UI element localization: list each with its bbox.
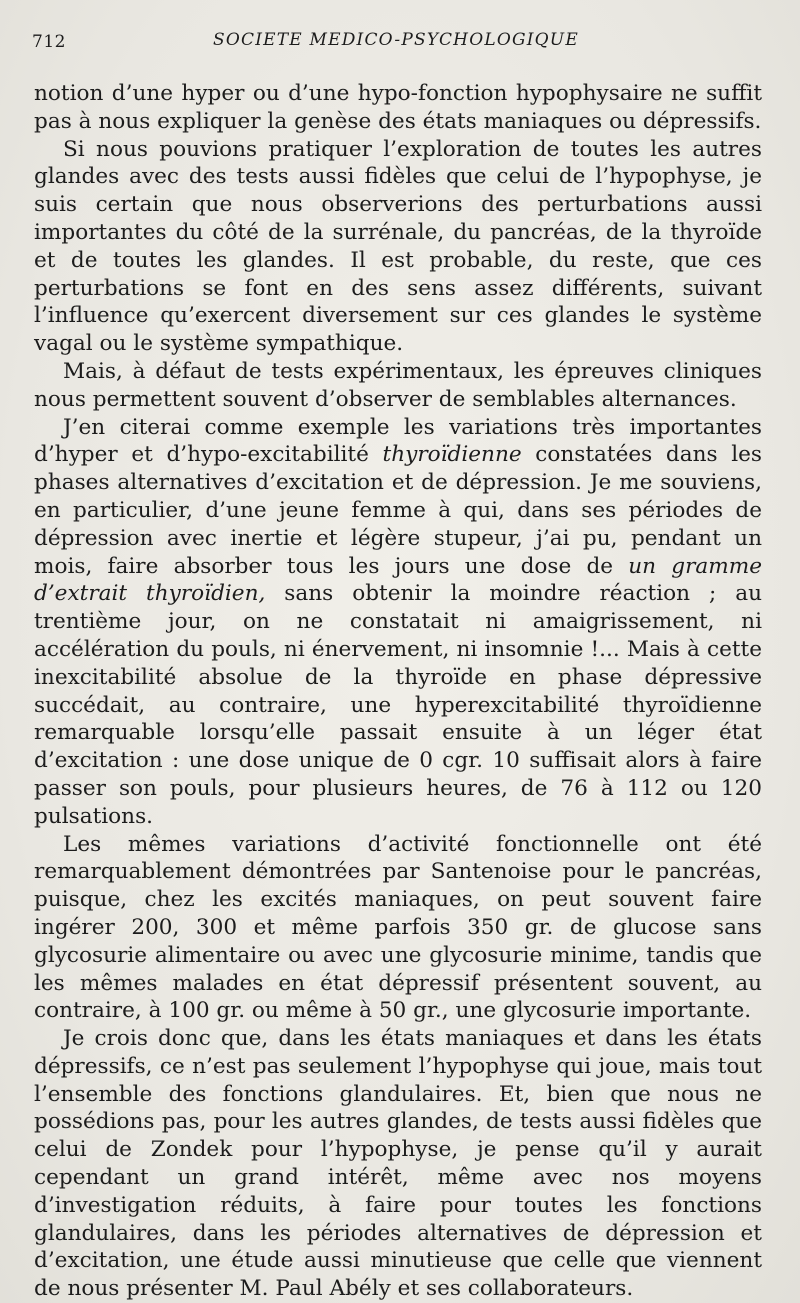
text-run: Si nous pouvions pratiquer l’exploration de toutes les autres glandes avec des tests aussi fidèles que celui de l’hypophyse, je suis certain que nous observerions des perturbations aussi importantes du côté de la surrénale, du pancréas, de la thyroïde et de toutes les glandes. Il est probable, du reste, que ces perturbations se font en des sens assez différents, suivant l’influence qu’exercent diversement sur ces glandes le système vagal ou le système sympathique. [34, 136, 762, 357]
paragraph [34, 1025, 762, 1303]
text-run: Mais, à défaut de tests expérimentaux, les épreuves cliniques nous permettent souvent d’observer de semblables alternances. [34, 358, 762, 412]
text-run: Je crois donc que, dans les états maniaques et dans les états dépressifs, ce n’est pas seulement l’hypophyse qui joue, mais tout l’ensemble des fonctions glandulaires. Et, bien que nous ne possédions pas, pour les autres glandes, de tests aussi fidèles que celui de Zondek pour l’hypophyse, je pense qu’il y aurait cependant un grand intérêt, même avec nos moyens d’investigation réduits, à faire pour toutes les fonctions glandulaires, dans les périodes alternatives de dépression et d’excitation, une étude aussi minutieuse que celle que viennent de nous présenter M. Paul Abély et ses collaborateurs. [34, 1026, 762, 1302]
paragraph [34, 136, 762, 358]
italic-text: un gramme d’extrait thyroïdien, [34, 553, 763, 607]
page-number: 712 [32, 32, 66, 52]
paragraph [34, 831, 762, 1026]
text-run: constatées dans les phases alternatives d’excitation et de dépression. Je me souviens, en particulier, d’une jeune femme à qui, dans ses périodes de dépression avec inertie et légère stupeur, j’ai pu, pendant un mois, faire absorber tous les jours une dose de [34, 442, 762, 579]
text-run: Les mêmes variations d’activité fonctionnelle ont été remarquablement démontrées par Santenoise pour le pancréas, puisque, chez les excités maniaques, on peut souvent faire ingérer 200, 300 et même parfois 350 gr. de glucose sans glycosurie alimentaire ou avec une glycosurie minime, tandis que les mêmes malades en état dépressif présentent souvent, au contraire, à 100 gr. ou même à 50 gr., une glycosurie importante. [34, 831, 762, 1024]
italic-text: thyroïdienne [382, 442, 522, 468]
running-title: SOCIETE MEDICO-PSYCHOLOGIQUE [213, 30, 579, 50]
paragraph [34, 358, 762, 414]
paragraph [34, 414, 762, 831]
text-run: notion d’une hyper ou d’une hypo-fonction hypophysaire ne suffit pas à nous expliquer la genèse des états maniaques ou dépressifs. [34, 81, 762, 134]
text-run: sans obtenir la moindre réaction ; au trentième jour, on ne constatait ni amaigrissement, ni accélération du pouls, ni énervement, ni insomnie !... Mais à cette inexcitabilité absolue de la thyroïde en phase dépressive succédait, au contraire, une hyperexcitabilité thyroïdienne remarquable lorsqu’elle passait ensuite à un léger état d’excitation : une dose unique de 0 cgr. 10 suffisait alors à faire passer son pouls, pour plusieurs heures, de 76 à 112 ou 120 pulsations. [34, 581, 762, 829]
page-header [32, 30, 760, 60]
paragraph [34, 80, 762, 136]
body-text [34, 80, 762, 1303]
text-run: J’en citerai comme exemple les variations très importantes d’hyper et d’hypo-excitabilité [34, 414, 762, 468]
